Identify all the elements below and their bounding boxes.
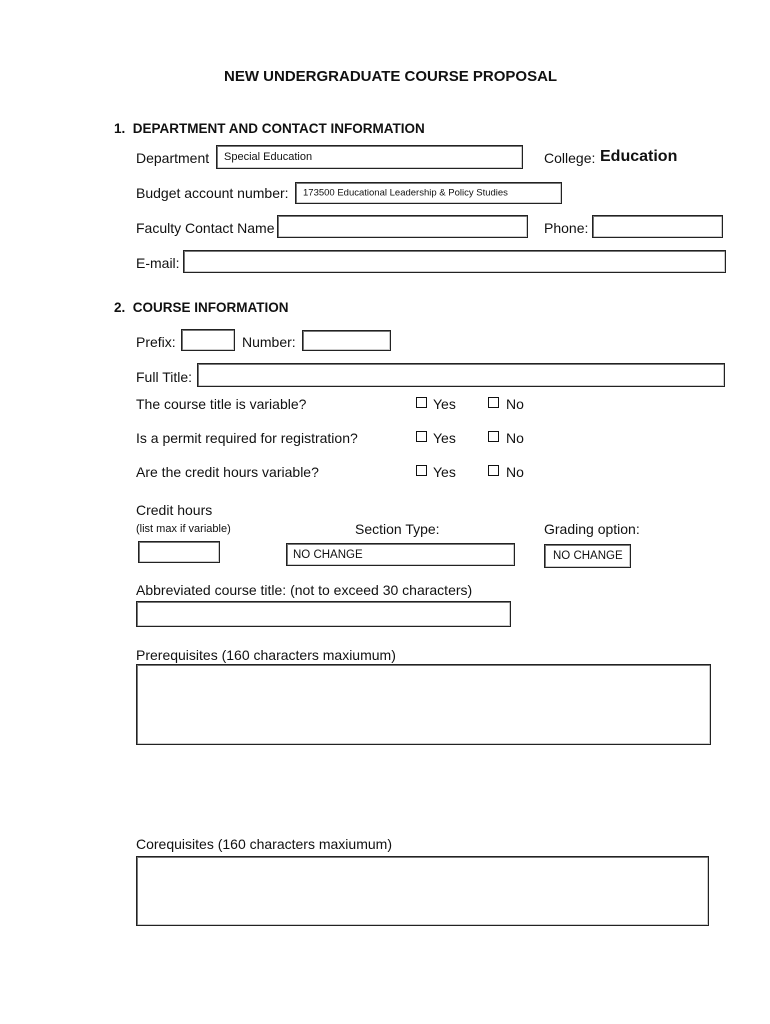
section-2-heading: 2. COURSE INFORMATION bbox=[114, 300, 289, 315]
corequisites-label: Corequisites (160 characters maxiumum) bbox=[136, 836, 392, 852]
corequisites-field[interactable] bbox=[136, 856, 709, 926]
credit-variable-yes-label: Yes bbox=[433, 464, 456, 480]
title-variable-no-label: No bbox=[506, 396, 524, 412]
department-value: Special Education bbox=[224, 151, 313, 163]
abbreviated-title-label: Abbreviated course title: (not to exceed 30 characters) bbox=[136, 582, 473, 598]
question-credit-variable: Are the credit hours variable? bbox=[136, 464, 319, 480]
title-variable-no-checkbox[interactable] bbox=[488, 397, 499, 408]
department-field[interactable] bbox=[216, 145, 523, 169]
section-type-select[interactable] bbox=[286, 543, 515, 566]
title-variable-yes-checkbox[interactable] bbox=[416, 397, 427, 408]
credit-variable-yes-checkbox[interactable] bbox=[416, 465, 427, 476]
grading-option-label: Grading option: bbox=[544, 521, 640, 537]
permit-required-no-label: No bbox=[506, 430, 524, 446]
grading-option-value: NO CHANGE bbox=[553, 550, 623, 562]
phone-label: Phone: bbox=[544, 220, 589, 236]
prefix-label: Prefix: bbox=[136, 334, 176, 350]
faculty-contact-label: Faculty Contact Name bbox=[136, 220, 275, 236]
credit-hours-field[interactable] bbox=[138, 541, 220, 563]
college-value: Education bbox=[600, 148, 678, 165]
prerequisites-field[interactable] bbox=[136, 664, 711, 745]
form-title: NEW UNDERGRADUATE COURSE PROPOSAL bbox=[224, 68, 558, 85]
number-field[interactable] bbox=[302, 330, 391, 351]
prerequisites-label: Prerequisites (160 characters maxiumum) bbox=[136, 647, 396, 663]
faculty-contact-field[interactable] bbox=[277, 215, 528, 238]
credit-hours-note: (list max if variable) bbox=[136, 523, 231, 535]
credit-hours-label: Credit hours bbox=[136, 502, 213, 518]
title-variable-yes-label: Yes bbox=[433, 396, 456, 412]
prefix-field[interactable] bbox=[181, 329, 235, 351]
email-label: E-mail: bbox=[136, 255, 180, 271]
question-permit-required: Is a permit required for registration? bbox=[136, 430, 358, 446]
budget-account-field[interactable] bbox=[295, 182, 562, 204]
grading-option-select[interactable] bbox=[544, 544, 631, 568]
credit-variable-no-checkbox[interactable] bbox=[488, 465, 499, 476]
section-type-label: Section Type: bbox=[355, 521, 440, 537]
number-label: Number: bbox=[242, 334, 296, 350]
section-1-heading: 1. DEPARTMENT AND CONTACT INFORMATION bbox=[114, 121, 425, 136]
full-title-label: Full Title: bbox=[136, 369, 193, 385]
department-label: Department bbox=[136, 150, 210, 166]
phone-field[interactable] bbox=[592, 215, 723, 238]
abbreviated-title-field[interactable] bbox=[136, 601, 511, 627]
permit-required-no-checkbox[interactable] bbox=[488, 431, 499, 442]
college-label: College: bbox=[544, 150, 596, 166]
budget-account-value: 173500 Educational Leadership & Policy Studies bbox=[303, 187, 508, 199]
credit-variable-no-label: No bbox=[506, 464, 524, 480]
section-type-value: NO CHANGE bbox=[293, 548, 363, 561]
email-field[interactable] bbox=[183, 250, 726, 273]
question-title-variable: The course title is variable? bbox=[136, 396, 307, 412]
permit-required-yes-label: Yes bbox=[433, 430, 456, 446]
full-title-field[interactable] bbox=[197, 363, 725, 387]
permit-required-yes-checkbox[interactable] bbox=[416, 431, 427, 442]
budget-account-label: Budget account number: bbox=[136, 185, 289, 201]
